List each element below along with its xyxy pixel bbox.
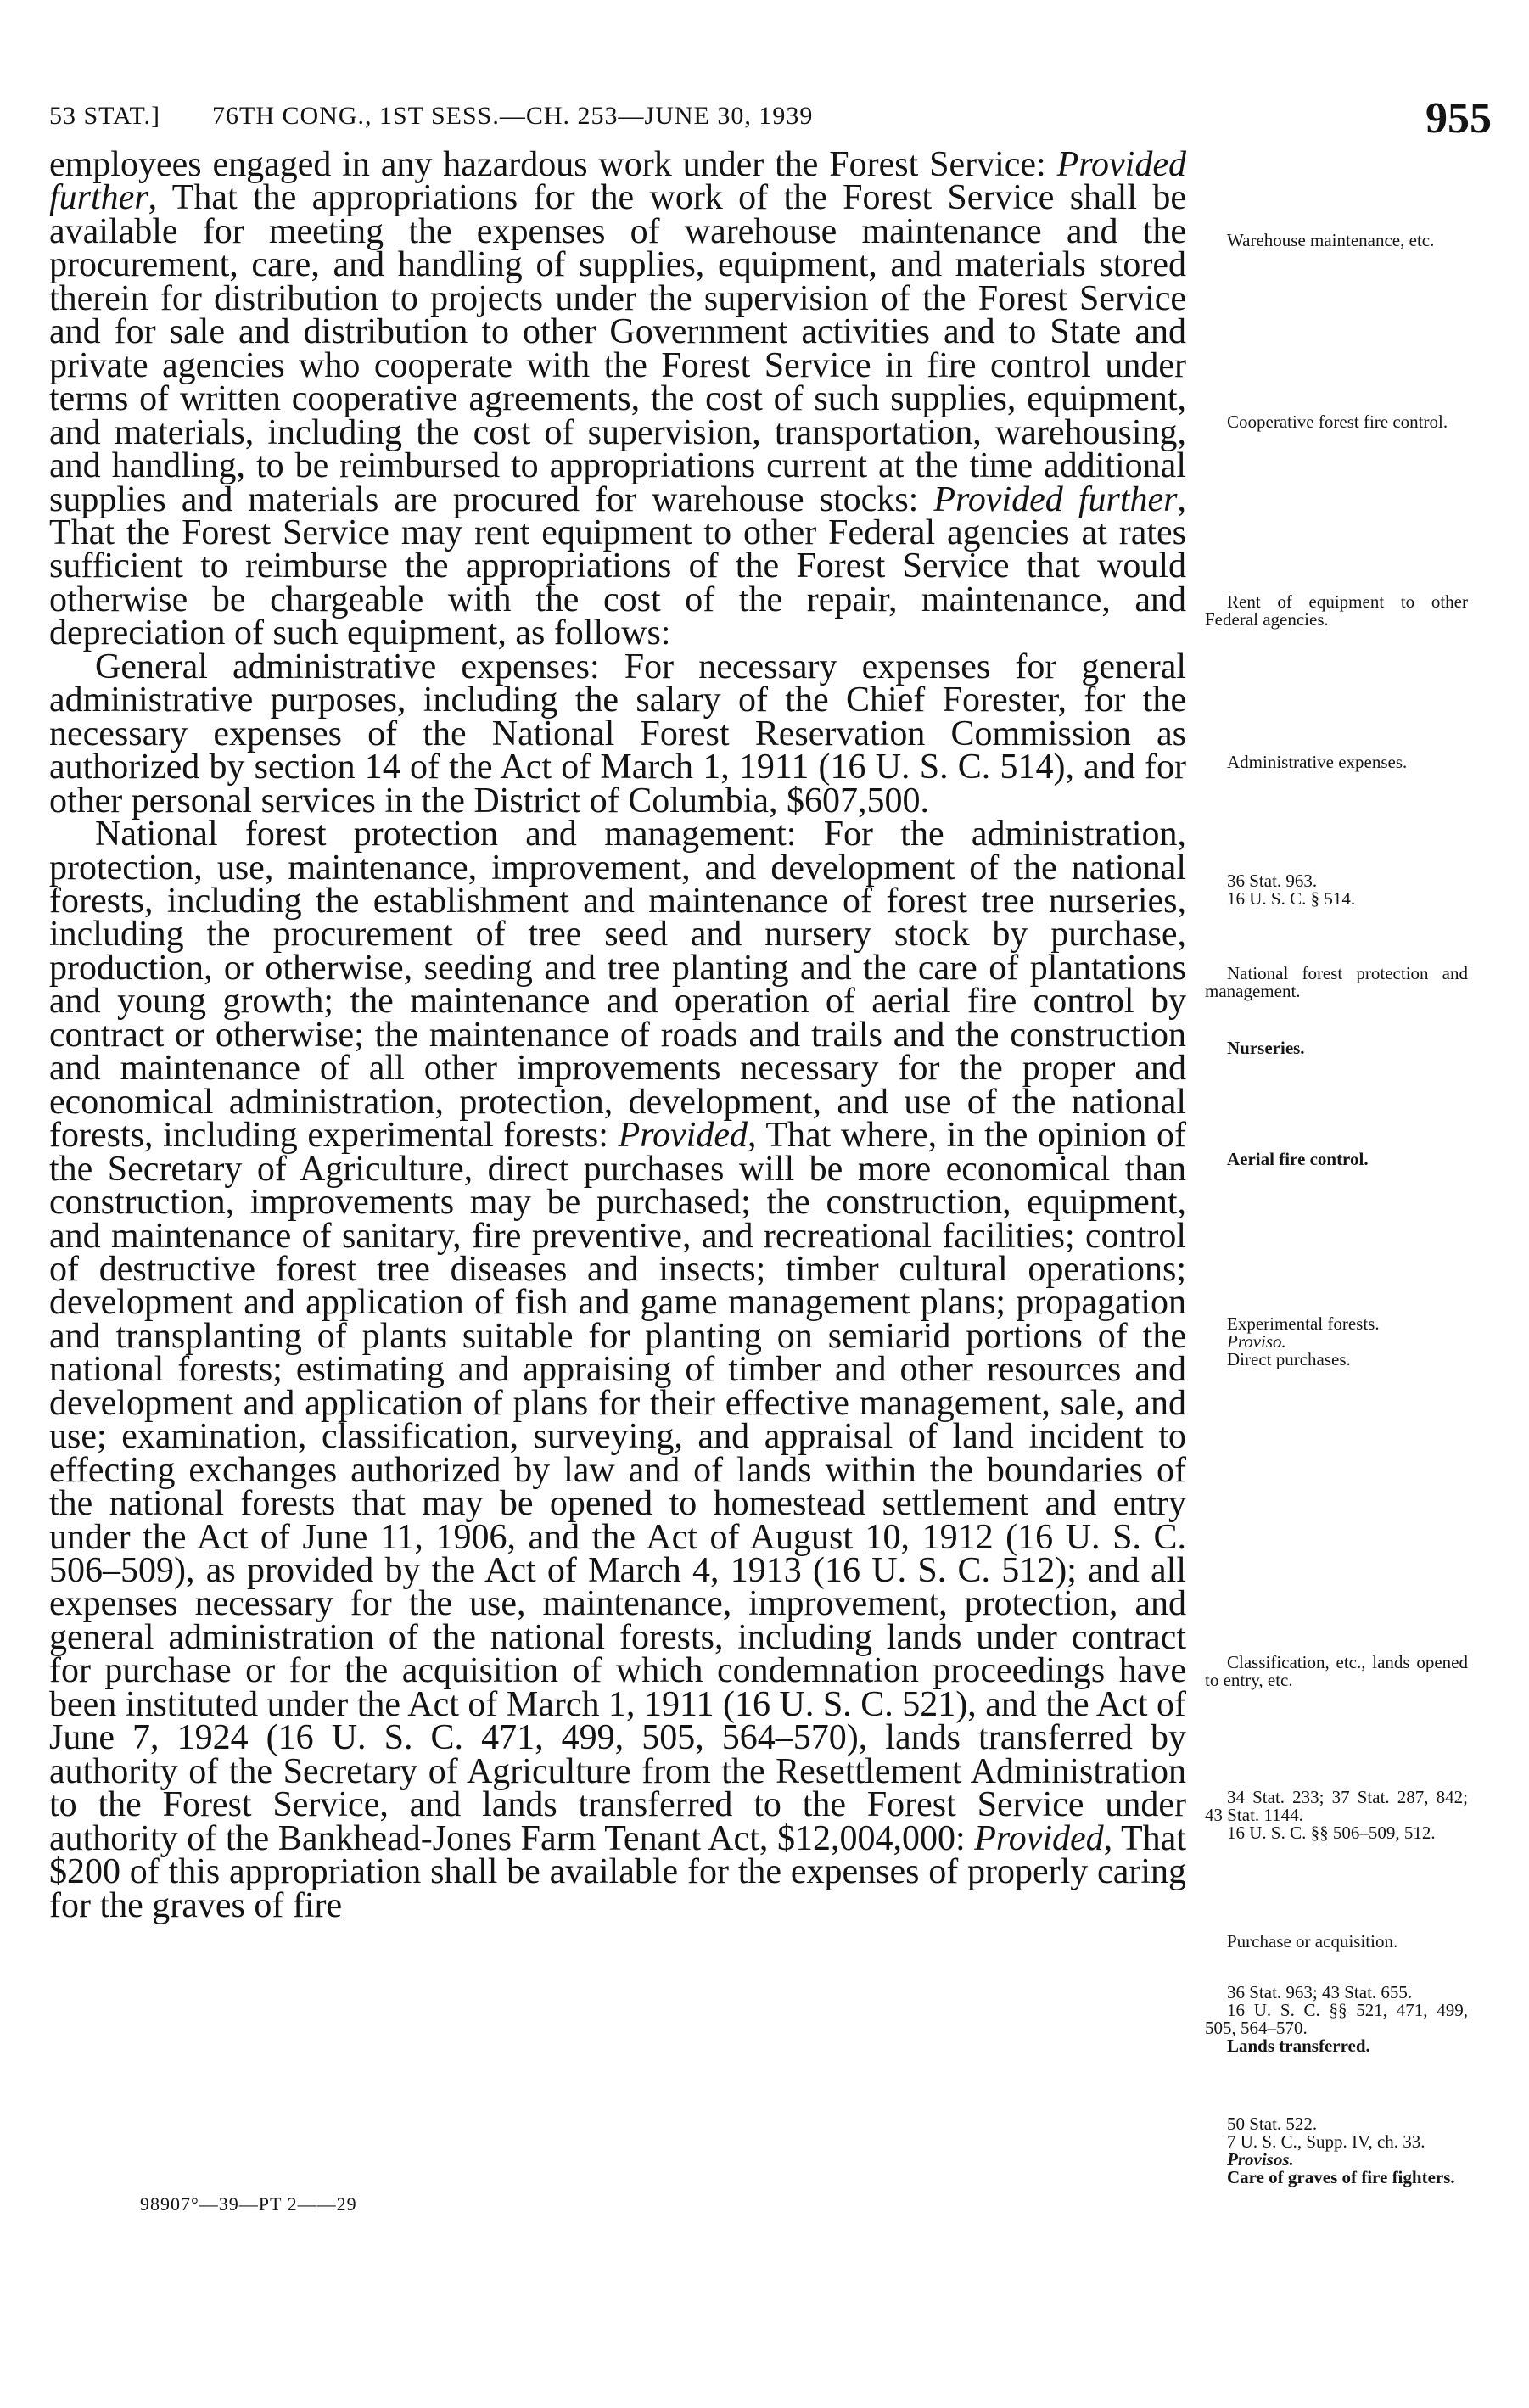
text-run: , That the Forest Service may rent equipment to other Federal agencies at rates sufficient to reimburse the appropriations of the Forest Service that would otherwise be chargeable with the cost of the repair, maintenance, and depreciation of such equipment, as follows: — [49, 479, 1187, 653]
citation-line: 50 Stat. 522. — [1227, 2114, 1318, 2134]
note-admin: Administrative expenses. — [1227, 752, 1408, 772]
note-provisos: Provisos. — [1227, 2149, 1294, 2170]
proviso-italic: Provided — [618, 1116, 748, 1156]
paragraph-forest-protection — [49, 815, 1186, 1925]
citation-line: 16 U. S. C. §§ 521, 471, 499, 505, 564–570. — [1205, 2000, 1468, 2038]
proviso-italic: Provided further — [933, 479, 1178, 519]
note-aerial: Aerial fire control. — [1227, 1149, 1369, 1169]
text-run: employees engaged in any hazardous work under the Forest Service: — [49, 145, 1057, 184]
note-warehouse: Warehouse maintenance, etc. — [1227, 230, 1435, 250]
session-citation: 76TH CONG., 1ST SESS.—CH. 253—JUNE 30, 1939 — [212, 102, 814, 130]
note-cite-34 — [1205, 1789, 1468, 1842]
note-proviso: Proviso. — [1227, 1331, 1286, 1352]
note-classification: Classification, etc., lands opened to entry, etc. — [1205, 1652, 1468, 1690]
citation-line: 16 U. S. C. §§ 506–509, 512. — [1227, 1823, 1436, 1843]
note-purchase: Purchase or acquisition. — [1227, 1931, 1398, 1952]
note-protection: National forest protection and management. — [1205, 963, 1468, 1001]
citation-line: 36 Stat. 963; 43 Stat. 655. — [1227, 1982, 1413, 2002]
note-cooperative: Cooperative forest fire control. — [1227, 412, 1448, 432]
note-transferred: Lands transferred. — [1227, 2036, 1370, 2056]
statute-reference: 53 STAT.] — [49, 102, 161, 130]
paragraph-general-administrative: General administrative expenses: For necessary expenses for general administrative purposes, including the salary of the Chief Forester, for the necessary expenses of the National Forest Reservation Commission as authorized by section 14 of the Act of March 1, 1911 (16 U. S. C. 514), and for other personal services in the District of Columbia, $607,500. — [49, 647, 1186, 820]
paragraph-forest-service-provisos — [49, 145, 1187, 653]
text-run: National forest protection and management: For the administration, protection, use, maintenance, improvement, and development of the national forests, including the establishment and maintenance of forest tree nurseries, including the procurement of tree seed and nursery stock by purchase, production, or otherwise, seeding and tree planting and the care of plantations and young growth; the maintenance and operation of aerial fire control by contract or otherwise; the maintenance of roads and trails and the construction and maintenance of all other improvements necessary for the proper and economical administration, protection, development, and use of the national forests, including experimental forests: — [49, 815, 1186, 1156]
note-graves: Care of graves of fire fighters. — [1227, 2167, 1455, 2187]
proviso-italic: Provided — [974, 1818, 1104, 1858]
note-experimental-text: Experimental forests. — [1227, 1313, 1380, 1334]
note-rent: Rent of equipment to other Federal agencies. — [1205, 591, 1468, 630]
citation-line: 34 Stat. 233; 37 Stat. 287, 842; 43 Stat. 1144. — [1205, 1787, 1468, 1825]
note-cite-36 — [1205, 872, 1468, 908]
page-number: 955 — [1425, 94, 1492, 143]
note-experimental — [1205, 1315, 1468, 1369]
citation-line: 16 U. S. C. § 514. — [1227, 888, 1356, 909]
citation-line: 36 Stat. 963. — [1227, 871, 1318, 891]
text-run: , That $200 of this appropriation shall be available for the expenses of properly caring for the graves of fire — [49, 1818, 1186, 1925]
note-cite-50 — [1205, 2115, 1468, 2187]
page-header — [49, 93, 1492, 144]
note-nurseries: Nurseries. — [1227, 1038, 1305, 1058]
printer-code: 98907°—39—PT 2——29 — [140, 2193, 357, 2215]
note-cite-36b — [1205, 1984, 1468, 2055]
proviso-italic: Provided further — [49, 145, 1186, 218]
note-direct: Direct purchases. — [1227, 1349, 1351, 1369]
text-run: , That where, in the opinion of the Secretary of Agriculture, direct purchases will be more economical than construction, improvements may be purchased; the construction, equipment, and maintenance of sanitary, fire preventive, and recreational facilities; control of destructive forest tree diseases and insects; timber cultural operations; development and application of fish and game management plans; propagation and transplanting of plants suitable for planting on semiarid portions of the national forests; estimating and appraising of timber and other resources and development and application of plans for their effective management, sale, and use; examination, classification, surveying, and appraisal of land incident to effecting exchanges authorized by law and of lands within the boundaries of the national forests that may be opened to homestead settlement and entry under the Act of June 11, 1906, and the Act of August 10, 1912 (16 U. S. C. 506–509), as provided by the Act of March 4, 1913 (16 U. S. C. 512); and all expenses necessary for the use, maintenance, improvement, protection, and general administration of the national forests, including lands under contract for purchase or for the acquisition of which condemnation proceedings have been instituted under the Act of March 1, 1911 (16 U. S. C. 521), and the Act of June 7, 1924 (16 U. S. C. 471, 499, 505, 564–570), lands transferred by authority of the Secretary of Agriculture from the Resettlement Administration to the Forest Service, and lands transferred to the Forest Service under authority of the Bankhead-Jones Farm Tenant Act, $12,004,000: — [49, 1116, 1186, 1858]
text-run: , That the appropriations for the work of the Forest Service shall be available for meeting the expenses of warehouse maintenance and the procurement, care, and handling of supplies, equipment, and materials stored therein for distribution to projects under the supervision of the Forest Service and for sale and distribution to other Government activities and to State and private agencies who cooperate with the Forest Service in fire control under terms of written cooperative agreements, the cost of such supplies, equipment, and materials, including the cost of supervision, transportation, warehousing, and handling, to be reimbursed to appropriations current at the time additional supplies and materials are procured for warehouse stocks: — [49, 178, 1186, 519]
citation-line: 7 U. S. C., Supp. IV, ch. 33. — [1227, 2131, 1425, 2152]
statute-text — [49, 145, 1187, 1925]
